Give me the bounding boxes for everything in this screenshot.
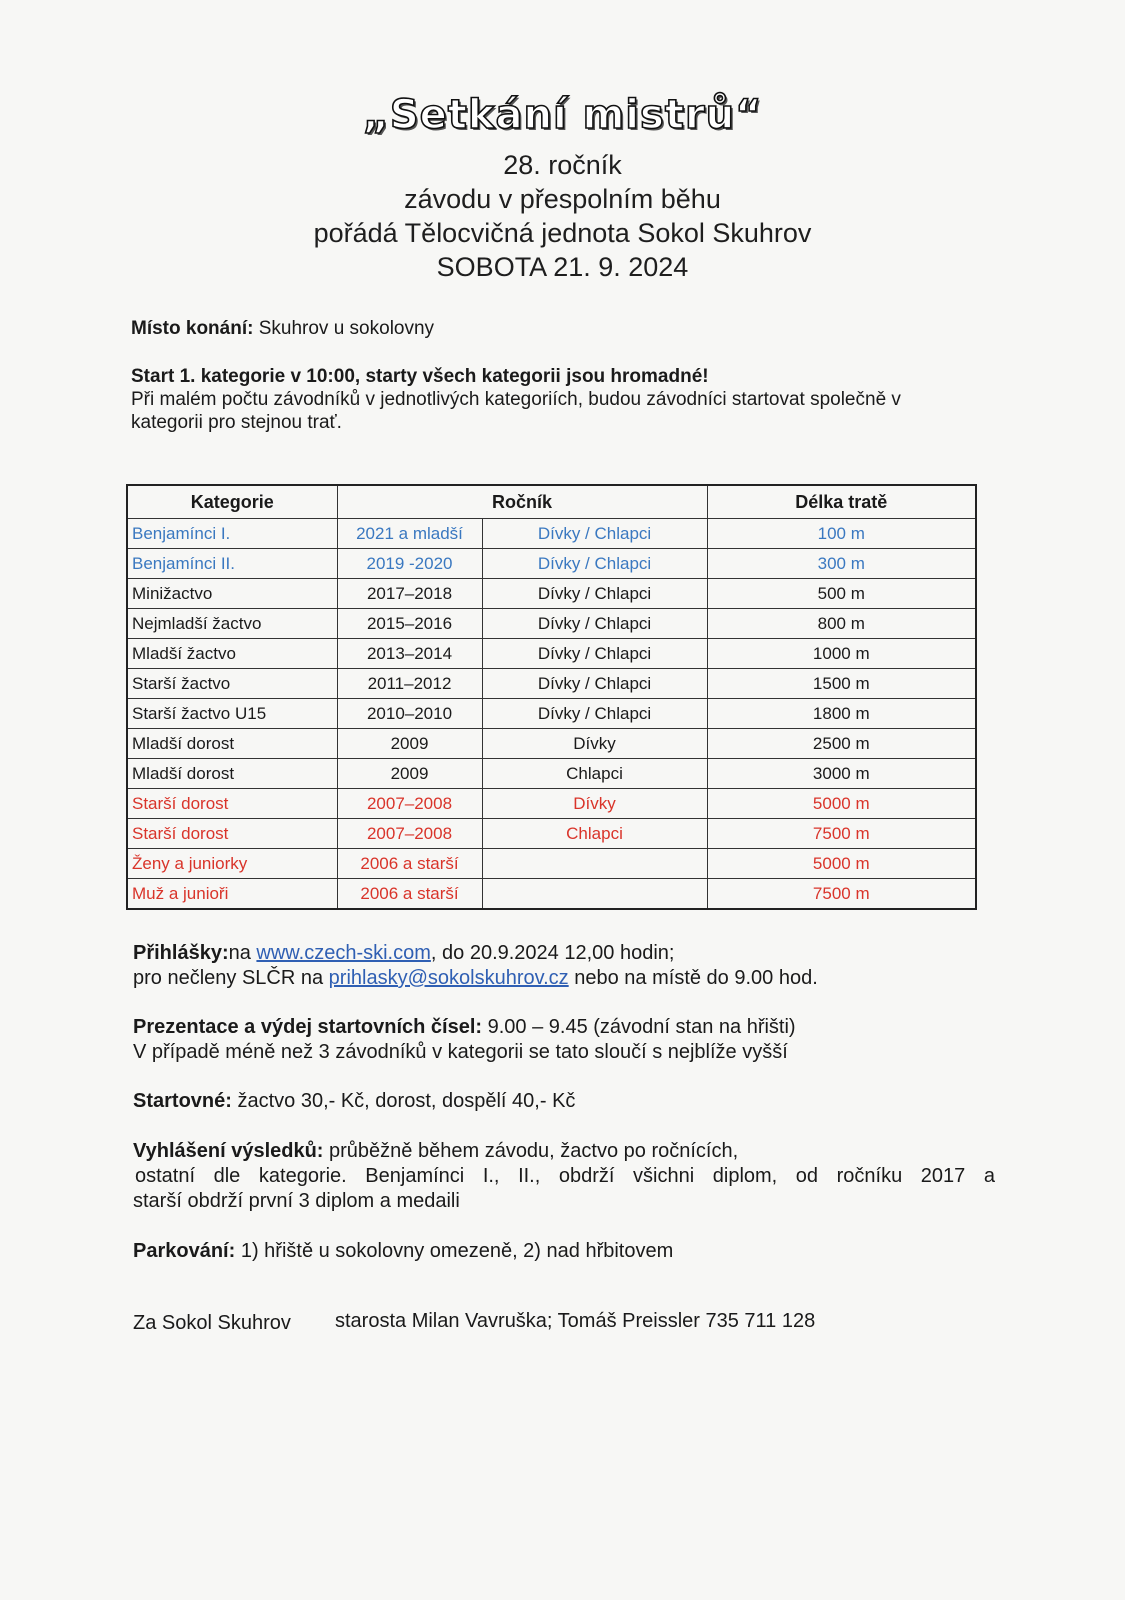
table-row	[127, 669, 976, 699]
category-cell: Starší dorost	[127, 789, 337, 819]
venue-label: Místo konání:	[131, 318, 254, 339]
table-row	[127, 699, 976, 729]
registration-line2	[133, 967, 818, 990]
fee-value: žactvo 30,- Kč, dorost, dospělí 40,- Kč	[231, 1090, 576, 1112]
presentation-label: Prezentace a výdej startovních čísel:	[133, 1016, 483, 1038]
registration-pre-link: na	[228, 942, 257, 964]
venue-line	[131, 318, 434, 340]
category-cell: Benjamínci I.	[127, 519, 337, 549]
fee-label: Startovné:	[133, 1090, 232, 1112]
gender-cell	[482, 879, 707, 910]
table-row	[127, 819, 976, 849]
length-cell: 500 m	[707, 579, 976, 609]
results-line3: starší obdrží první 3 diplom a medaili	[133, 1190, 460, 1212]
gender-cell: Dívky	[482, 729, 707, 759]
table-row	[127, 609, 976, 639]
table-row	[127, 849, 976, 879]
event-title: „Setkání mistrů“	[362, 92, 763, 138]
gender-cell: Dívky / Chlapci	[482, 639, 707, 669]
start-info: Start 1. kategorie v 10:00, starty všech kategorii jsou hromadné!	[131, 366, 709, 387]
table-row	[127, 789, 976, 819]
registration-label: Přihlášky:	[133, 942, 229, 964]
year-cell: 2011–2012	[337, 669, 482, 699]
parking-value: 1) hřiště u sokolovny omezeně, 2) nad hřbitovem	[235, 1240, 674, 1262]
length-cell: 7500 m	[707, 879, 976, 910]
organizer-line: pořádá Tělocvičná jednota Sokol Skuhrov	[313, 218, 812, 248]
category-cell: Mladší dorost	[127, 729, 337, 759]
gender-cell: Dívky / Chlapci	[482, 549, 707, 579]
registration-onsite-text: nebo na místě do 9.00 hod.	[568, 967, 818, 989]
category-cell: Muž a junioři	[127, 879, 337, 910]
category-cell: Starší žactvo U15	[127, 699, 337, 729]
length-cell: 1000 m	[707, 639, 976, 669]
table-row	[127, 759, 976, 789]
year-cell: 2006 a starší	[337, 879, 482, 910]
length-cell: 1800 m	[707, 699, 976, 729]
gender-cell: Chlapci	[482, 759, 707, 789]
results-label: Vyhlášení výsledků:	[133, 1140, 324, 1162]
presentation-line1	[133, 1016, 796, 1039]
table-row	[127, 519, 976, 549]
gender-cell: Dívky / Chlapci	[482, 579, 707, 609]
registration-deadline: , do 20.9.2024 12,00 hodin;	[430, 942, 675, 964]
header-length: Délka tratě	[707, 485, 976, 519]
category-cell: Mladší dorost	[127, 759, 337, 789]
results-line1	[133, 1140, 738, 1163]
year-cell: 2009	[337, 759, 482, 789]
gender-cell: Dívky / Chlapci	[482, 609, 707, 639]
venue-value: Skuhrov u sokolovny	[253, 318, 435, 339]
length-cell: 3000 m	[707, 759, 976, 789]
header-year: Ročník	[337, 485, 707, 519]
category-cell: Starší dorost	[127, 819, 337, 849]
registration-nonmember-text: pro nečleny SLČR na	[133, 967, 329, 989]
length-cell: 1500 m	[707, 669, 976, 699]
year-cell: 2013–2014	[337, 639, 482, 669]
gender-cell: Dívky / Chlapci	[482, 669, 707, 699]
year-cell: 2015–2016	[337, 609, 482, 639]
length-cell: 800 m	[707, 609, 976, 639]
edition-line: 28. ročník	[503, 150, 622, 180]
fee-line	[133, 1090, 575, 1113]
table-row	[127, 729, 976, 759]
start-note-line1: Při malém počtu závodníků v jednotlivých kategoriích, budou závodníci startovat společně v	[131, 389, 901, 410]
parking-label: Parkování:	[133, 1240, 236, 1262]
length-cell: 100 m	[707, 519, 976, 549]
results-value: průběžně během závodu, žactvo po ročnících,	[323, 1140, 739, 1162]
length-cell: 5000 m	[707, 849, 976, 879]
year-cell: 2007–2008	[337, 789, 482, 819]
table-row	[127, 639, 976, 669]
table-row	[127, 879, 976, 910]
registration-website-link[interactable]: www.czech-ski.com	[256, 942, 431, 964]
start-note-line2: kategorii pro stejnou trať.	[131, 412, 342, 433]
categories-table	[126, 484, 977, 910]
table-row	[127, 579, 976, 609]
year-cell: 2019 -2020	[337, 549, 482, 579]
results-line2: ostatní dle kategorie. Benjamínci I., II., obdrží všichni diplom, od ročníku 2017 a	[135, 1165, 995, 1187]
gender-cell: Dívky / Chlapci	[482, 699, 707, 729]
event-date: SOBOTA 21. 9. 2024	[436, 252, 689, 282]
gender-cell: Dívky / Chlapci	[482, 519, 707, 549]
registration-email-link[interactable]: prihlasky@sokolskuhrov.cz	[328, 967, 569, 989]
category-cell: Benjamínci II.	[127, 549, 337, 579]
signature-left: Za Sokol Skuhrov	[133, 1312, 291, 1334]
parking-line	[133, 1240, 673, 1263]
presentation-line2: V případě méně než 3 závodníků v kategorii se tato sloučí s nejblíže vyšší	[133, 1041, 788, 1063]
table-header-row	[127, 485, 976, 519]
category-cell: Mladší žactvo	[127, 639, 337, 669]
year-cell: 2006 a starší	[337, 849, 482, 879]
gender-cell: Chlapci	[482, 819, 707, 849]
event-type-line: závodu v přespolním běhu	[404, 184, 721, 214]
year-cell: 2010–2010	[337, 699, 482, 729]
registration-line1	[133, 942, 674, 965]
header-category: Kategorie	[127, 485, 337, 519]
year-cell: 2017–2018	[337, 579, 482, 609]
length-cell: 5000 m	[707, 789, 976, 819]
length-cell: 7500 m	[707, 819, 976, 849]
year-cell: 2009	[337, 729, 482, 759]
category-cell: Nejmladší žactvo	[127, 609, 337, 639]
category-cell: Minižactvo	[127, 579, 337, 609]
gender-cell	[482, 849, 707, 879]
year-cell: 2007–2008	[337, 819, 482, 849]
length-cell: 300 m	[707, 549, 976, 579]
length-cell: 2500 m	[707, 729, 976, 759]
table-row	[127, 549, 976, 579]
year-cell: 2021 a mladší	[337, 519, 482, 549]
gender-cell: Dívky	[482, 789, 707, 819]
category-cell: Starší žactvo	[127, 669, 337, 699]
presentation-value: 9.00 – 9.45 (závodní stan na hřišti)	[482, 1016, 796, 1038]
signature-right: starosta Milan Vavruška; Tomáš Preissler 735 711 128	[335, 1310, 816, 1332]
category-cell: Ženy a juniorky	[127, 849, 337, 879]
